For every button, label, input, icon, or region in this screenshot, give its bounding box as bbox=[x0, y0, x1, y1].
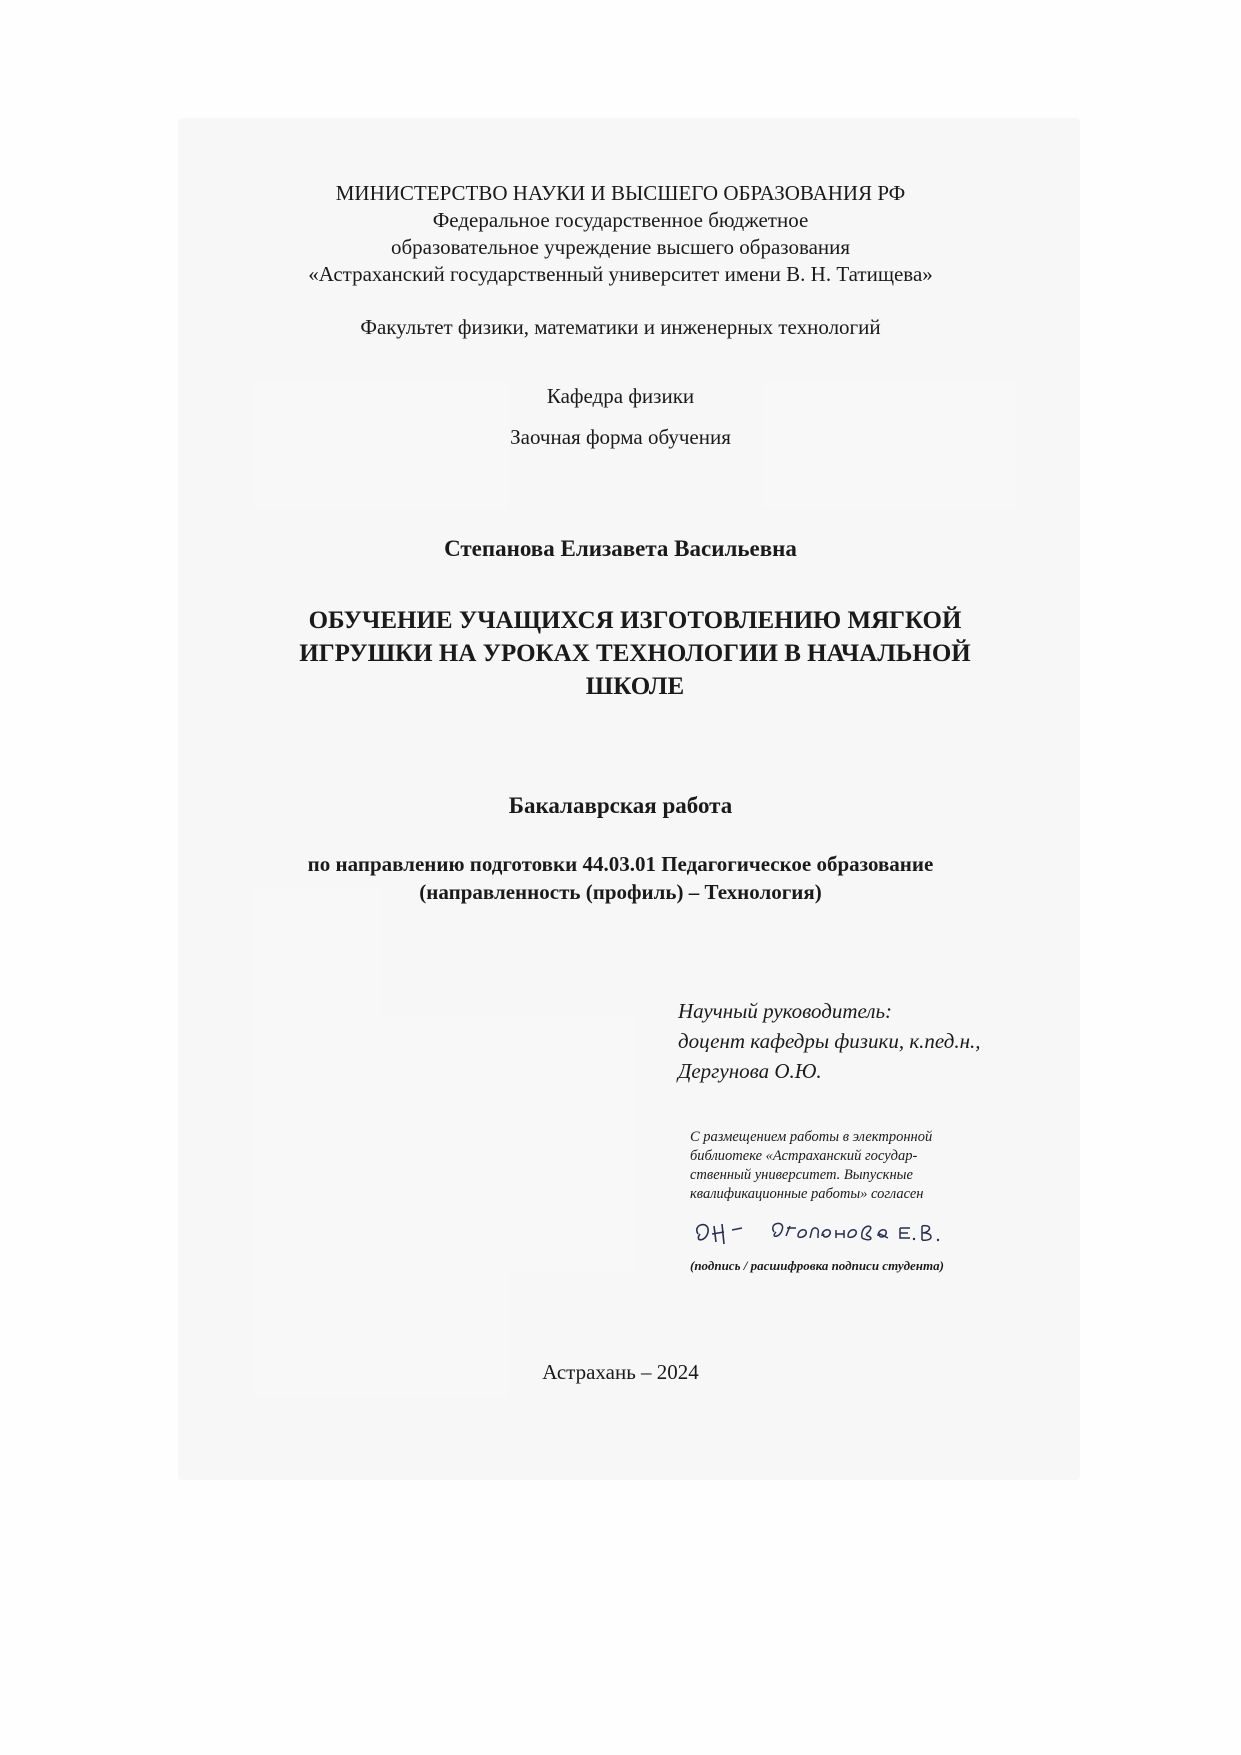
supervisor-position: доцент кафедры физики, к.пед.н., bbox=[678, 1029, 981, 1053]
signature-caption: (подпись / расшифровка подписи студента) bbox=[690, 1258, 944, 1273]
student-signature bbox=[690, 1212, 950, 1254]
consent-line-1: С размещением работы в электронной bbox=[690, 1129, 933, 1145]
work-type: Бакалаврская работа bbox=[508, 793, 733, 818]
thesis-title-line-2: ИГРУШКИ НА УРОКАХ ТЕХНОЛОГИИ В НАЧАЛЬНОЙ bbox=[299, 640, 971, 667]
institution-header bbox=[0, 180, 1241, 288]
study-direction-line-1: по направлению подготовки 44.03.01 Педагогическое образование bbox=[307, 852, 934, 876]
supervisor-name: Дергунова О.Ю. bbox=[678, 1059, 822, 1083]
study-form: Заочная форма обучения bbox=[510, 425, 731, 449]
study-direction-line-2: (направленность (профиль) – Технология) bbox=[419, 880, 822, 904]
city-year: Астрахань – 2024 bbox=[542, 1360, 699, 1384]
study-direction bbox=[0, 850, 1241, 906]
consent-line-2: библиотеке «Астраханский государ- bbox=[690, 1148, 918, 1164]
consent-line-4: квалификационные работы» согласен bbox=[690, 1186, 924, 1202]
library-consent bbox=[690, 1128, 1010, 1204]
thesis-title-line-3: ШКОЛЕ bbox=[585, 673, 685, 700]
consent-line-3: ственный университет. Выпускные bbox=[690, 1167, 913, 1183]
institution-type-line: Федеральное государственное бюджетное bbox=[432, 208, 809, 232]
handwritten-signature bbox=[690, 1212, 950, 1254]
ministry-line: МИНИСТЕРСТВО НАУКИ И ВЫСШЕГО ОБРАЗОВАНИЯ РФ bbox=[335, 181, 906, 205]
faculty-name: Факультет физики, математики и инженерных технологий bbox=[360, 315, 881, 339]
supervisor-heading: Научный руководитель: bbox=[678, 999, 893, 1023]
university-name: «Астраханский государственный университет имени В. Н. Татищева» bbox=[308, 262, 933, 286]
supervisor-block bbox=[678, 996, 981, 1086]
thesis-title-line-1: ОБУЧЕНИЕ УЧАЩИХСЯ ИЗГОТОВЛЕНИЮ МЯГКОЙ bbox=[308, 607, 962, 634]
department-name: Кафедра физики bbox=[546, 384, 695, 408]
thesis-title bbox=[245, 604, 1025, 703]
author-name: Степанова Елизавета Васильевна bbox=[444, 536, 797, 561]
institution-education-line: образовательное учреждение высшего образования bbox=[390, 235, 851, 259]
